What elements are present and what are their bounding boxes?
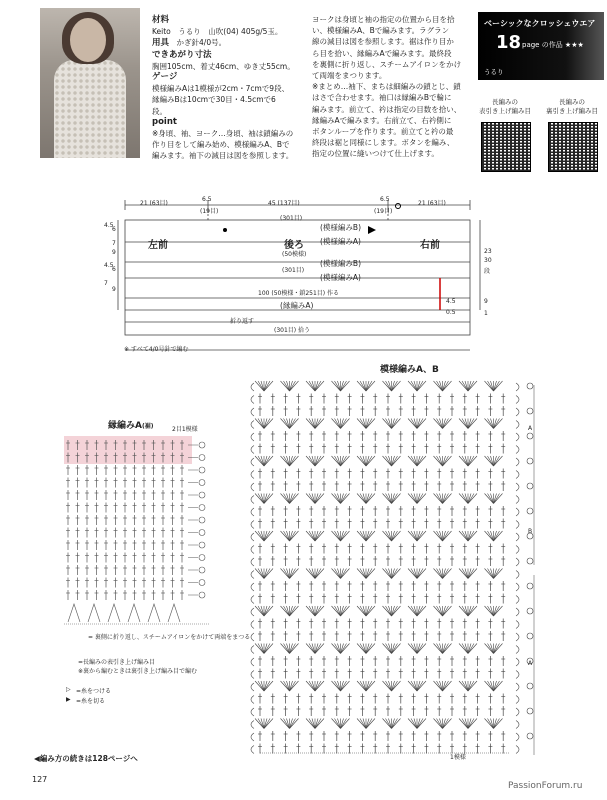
gauge-heading: ゲージ (152, 72, 178, 83)
qr-code-right[interactable] (548, 122, 598, 172)
chart-pattern-diagram (250, 375, 550, 760)
chart-label-b: B (528, 528, 533, 535)
dim-right-30: 30 (484, 257, 492, 264)
dim-top-left: 21 (63目) (140, 200, 168, 207)
qr-code-left[interactable] (481, 122, 531, 172)
dim-left-45b: 4.5 (104, 262, 114, 269)
instructions-line: て両端をまつります。 (312, 71, 387, 81)
cut-yarn-icon: ▶ (66, 696, 71, 703)
instructions-line: を裏側に折り返し、スチームアイロンをかけ (312, 59, 462, 69)
qr-right-label: 長編みの 裏引き上げ編み目 (546, 98, 598, 115)
dim-left-6b: 6 (112, 266, 116, 273)
bottom-100-label: 100 (50模様・鎖251目) 作る (258, 290, 340, 297)
dim-right-05: 0.5 (446, 309, 456, 316)
watermark: PassionForum.ru (508, 781, 583, 791)
join-yarn-icon: ▷ (66, 686, 71, 693)
instructions-line: ※まとめ…袖下、まちは細編みの鎖とじ、鎖 (312, 82, 461, 92)
dim-right-dan: 段 (484, 268, 491, 275)
dim-right-23: 23 (484, 248, 492, 255)
dim-right-45: 4.5 (446, 298, 456, 305)
dim-top-small2b: (19目) (374, 208, 393, 215)
dim-top-small1b: (19目) (200, 208, 219, 215)
continue-note: ◀編み方の続きは128ページへ (34, 754, 138, 763)
size-heading: できあがり寸法 (152, 49, 212, 60)
chart-pattern-repeat: 1模様 (450, 754, 466, 761)
legend-front-post: =長編みの表引き上げ編み目 (78, 659, 156, 666)
point-text-1: ※身頃、袖、ヨーク…身頃、袖は鎖編みの (152, 129, 294, 139)
dim-left-7b: 7 (104, 280, 108, 287)
chart-pattern-title: 模様編みA、B (380, 365, 439, 375)
dim-top-mid: 45 (137目) (268, 200, 300, 207)
dim-left-9b: 9 (112, 286, 116, 293)
legend-back-post: ※裏から編むときは裏引き上げ編み目で編む (78, 668, 198, 675)
instructions-line: い、模様編みA、Bで編みます。ラグラン (312, 26, 450, 36)
chart-hem-title: 縁編みA(裾) (108, 421, 154, 431)
legend-foldback: = 裏側に折り返し、スチームアイロンをかけて両端をまつる (88, 634, 251, 641)
gauge-text-3: 段。 (152, 106, 167, 116)
materials-text: Keito うるり 山吹(04) 405g/5玉。 (152, 27, 283, 37)
instructions-line: 指定の位置に縫いつけて仕上げます。 (312, 149, 439, 159)
dim-301-top: (301目) (280, 215, 303, 222)
mid-301-label: (301目) (282, 267, 305, 274)
instructions-line: ヨークは身頃と袖の指定の位置から目を拾 (312, 15, 455, 24)
garment-schematic (0, 190, 607, 360)
hem-label: (縁編みA) (280, 301, 314, 310)
mid-50-label: (50模様) (282, 251, 307, 258)
size-text: 胸囲105cm、着丈46cm、ゆき丈55cm。 (152, 61, 295, 71)
materials-heading: 材料 (152, 15, 170, 25)
dim-right-1: 1 (484, 310, 488, 317)
yarn-name: うるり (484, 68, 504, 76)
tools-text: かぎ針4/0号。 (176, 38, 227, 48)
intro-text (152, 14, 302, 162)
instructions-text (312, 14, 474, 160)
instructions-line: ら目を拾い、縁編みAで編みます。最終段 (312, 48, 452, 58)
chart-label-a1: A (528, 425, 533, 432)
dim-right-9: 9 (484, 298, 488, 305)
point-heading: point (152, 116, 177, 127)
pattern-a-label-1: (模様編みA) (320, 237, 361, 246)
foldback-label: 折り返す (230, 318, 255, 325)
gauge-text-1: 模様編みAは1模様が2cm・7cmで9段、 (152, 84, 290, 94)
instructions-line: ボタンループを作ります。前立てと衿の最 (312, 127, 454, 137)
dim-top-small1: 6.5 (202, 196, 212, 203)
instructions-line: はさで合わせます。袖口は縁編みBで輪に (312, 93, 452, 103)
dim-left-45: 4.5 (104, 222, 114, 229)
instructions-line: 編みます。前立て、衿は指定の目数を拾い、 (312, 104, 462, 114)
legend-cut-yarn: =糸を切る (76, 698, 106, 705)
dim-top-right: 21 (63目) (418, 200, 446, 207)
pattern-a-label-2: (模様編みA) (320, 273, 361, 282)
right-front-label: 右前 (420, 240, 440, 251)
instructions-line: 終段は裾と同様にします。ボタンを編み、 (312, 138, 455, 148)
chart-label-a2: A (528, 660, 533, 667)
point-text-2: 作り目をして編み始め、模様編みA、Bで (152, 140, 290, 150)
back-label: 後ろ (284, 240, 304, 251)
instructions-line: 縁編みAで編みます。右前立て、右衿側に (312, 115, 452, 125)
page-number: 127 (32, 775, 48, 784)
chart-hem-diagram (60, 430, 220, 630)
pattern-header (478, 12, 604, 80)
gauge-text-2: 縁編みBは10cmで30目・4.5cmで6 (152, 95, 276, 105)
point-text-3: 編みます。袖下の減目は図を参照します。 (152, 151, 294, 161)
pattern-b-label-1: (模様編みB) (320, 223, 361, 232)
chart-hem-repeat: 2目1模様 (172, 426, 198, 433)
tools-heading: 用具 (152, 38, 170, 49)
dim-left-7a: 7 (112, 240, 116, 247)
instructions-line: 線の減目は図を参照します。裾は作り目か (312, 37, 454, 47)
dim-left-9a: 9 (112, 249, 116, 256)
pattern-b-label-2: (模様編みB) (320, 259, 361, 268)
needle-note: ※ すべて4/0号針で編む (124, 346, 189, 353)
dim-left-6: 6 (112, 226, 116, 233)
pattern-number: 18 (496, 32, 522, 53)
left-front-label: 左前 (148, 240, 168, 251)
qr-left-label: 長編みの 表引き上げ編み目 (479, 98, 531, 115)
bottom-301-label: (301目) 拾う (274, 327, 311, 334)
dim-top-small2: 6.5 (380, 196, 390, 203)
legend-join-yarn: =糸をつける (76, 688, 112, 695)
page-label: page の作品 ★★★ (522, 41, 584, 49)
series-title: ベーシックなクロッシェウエア (484, 19, 596, 28)
model-photo (40, 8, 140, 158)
